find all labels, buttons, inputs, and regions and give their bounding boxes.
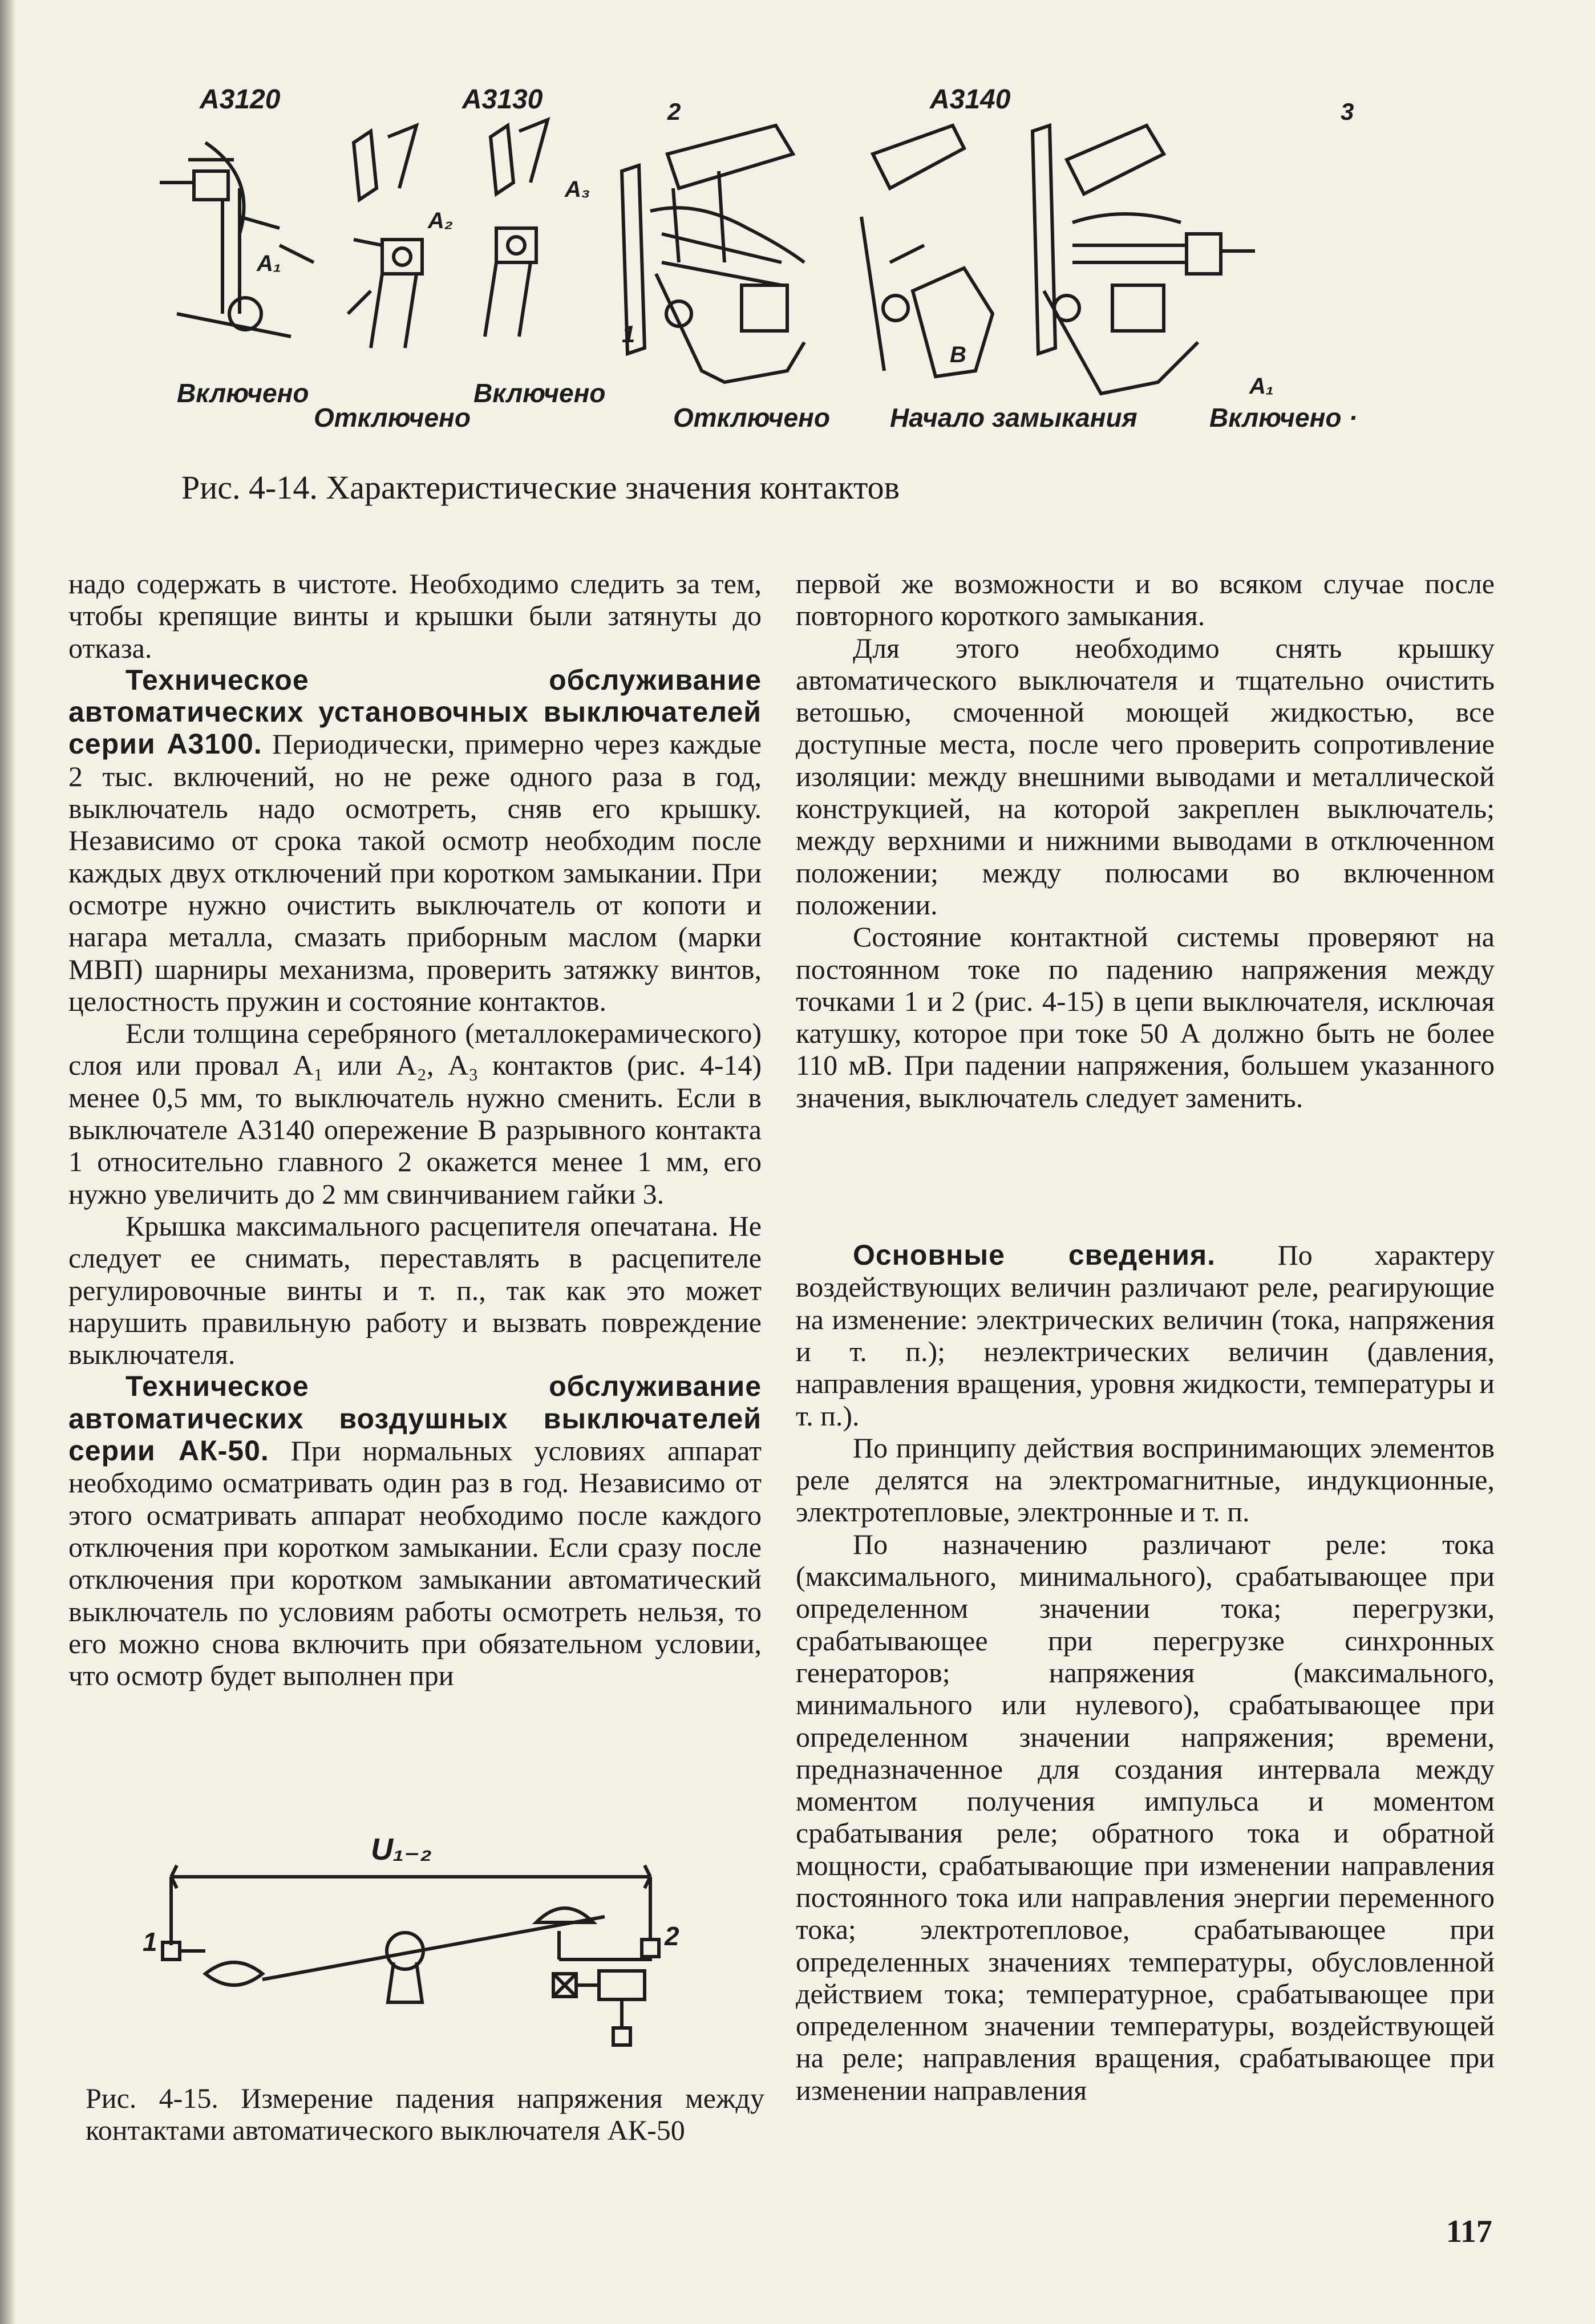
measurement-point-2: 2 bbox=[665, 1921, 679, 1951]
left-para-2: Техническое обслуживание автоматических установочных выключателей серии А3100. Периодически, примерно через каждые 2 тыс. включений, но не реже одного раза в год, выключатель надо осмотреть, сняв его крышку. Независимо от срока такой осмотр необходим после каждых двух отключений при коротком замыкании. При осмотре нужно очистить выключатель от копоти и нагара металла, смазать приборным маслом (марки МВП) шарниры механизма, проверить затяжку винтов, целостность пружин и состояние контактов. bbox=[68, 663, 762, 1017]
gap-label-a1-right: А₁ bbox=[1249, 374, 1274, 399]
scan-edge-shadow bbox=[0, 0, 16, 2324]
model-label-a3130: А3130 bbox=[462, 84, 543, 115]
model-label-a3120: А3120 bbox=[200, 84, 281, 115]
state-label-off-1: Отключено bbox=[314, 403, 471, 432]
right-para-4: Основные сведения. По характеру воздействующих величин различают реле, реагирующие на изменение: электрических величин (тока, напряжения и т. п.); неэлектрических величин (давления, направления вращения, уровня жидкости, температуры и т. п.). bbox=[796, 1239, 1495, 1432]
gap-label-a2: А₂ bbox=[428, 208, 454, 233]
measurement-point-1: 1 bbox=[143, 1927, 157, 1957]
state-label-closing: Начало замыкания bbox=[890, 403, 1137, 432]
right-column bbox=[796, 568, 1495, 2106]
callout-3: 3 bbox=[1341, 98, 1354, 125]
contacts-drawing bbox=[154, 74, 1386, 451]
figure-4-14 bbox=[154, 74, 1386, 451]
right-para-1: первой же возможности и во всяком случае после повторного короткого замыкания. bbox=[796, 568, 1495, 632]
gap-label-a3: А₃ bbox=[565, 177, 590, 202]
state-label-on-2: Включено bbox=[473, 378, 606, 408]
figure-4-14-caption: Рис. 4-14. Характеристические значения контактов bbox=[181, 469, 900, 506]
right-para-3: Состояние контактной системы проверяют на постоянном токе по падению напряжения между точками 1 и 2 (рис. 4-15) в цепи выключателя, исключая катушку, которое при токе 50 А должно быть не более 110 мВ. При падении напряжения, большем указанного значения, выключатель следует заменить. bbox=[796, 921, 1495, 1114]
figure-4-15 bbox=[126, 1808, 696, 2048]
right-para-6: По назначению различают реле: тока (максимального, минимального), срабатывающее при определенном значении тока; перегрузки, срабатывающее при перегрузке синхронных генераторов; напряжения (максимального, минимального или нулевого), срабатывающее при определенном значении напряжения; времени, предназначенное для создания интервала между моментом получения импульса и моментом срабатывания реле; обратного тока и обратной мощности, срабатывающие при изменении направления постоянного тока или направления энергии переменного тока; электротепловое, срабатывающее при определенных значениях температуры, обусловленной действием тока; температурное, срабатывающее при определенном значении температуры, воздействующей на реле; направления вращения, срабатывающее при изменении направления bbox=[796, 1528, 1495, 2106]
figure-4-15-caption: Рис. 4-15. Измерение падения напряжения между контактами автоматического выключателя АК-50 bbox=[86, 2082, 764, 2146]
gap-label-b: В bbox=[950, 342, 966, 367]
left-para-4: Крышка максимального расцепителя опечатана. Не следует ее снимать, переставлять в расцепителе регулировочные винты и т. п., так как это может нарушить правильную работу и вызвать повреждение выключателя. bbox=[68, 1209, 762, 1371]
state-label-on-1: Включено bbox=[177, 378, 309, 408]
section-gap bbox=[796, 1114, 1495, 1239]
callout-2: 2 bbox=[667, 98, 681, 125]
state-label-on-3: Включено · bbox=[1209, 403, 1358, 432]
left-column bbox=[68, 568, 762, 1691]
callout-1: 1 bbox=[622, 321, 635, 347]
section-heading-ak50: Техническое обслуживание автоматических воздушных выключателей серии АК-50. bbox=[68, 1370, 762, 1467]
right-para-2: Для этого необходимо снять крышку автоматического выключателя и тщательно очистить ветошью, смоченной моющей жидкостью, все доступные места, после чего проверить сопротивление изоляции: между внешними выводами и металлической конструкцией, на которой закреплен выключатель; между верхними и нижними выводами в отключенном положении; между полюсами во включенном положении. bbox=[796, 631, 1495, 921]
section-heading-a3100: Техническое обслуживание автоматических установочных выключателей серии А3100. bbox=[68, 663, 762, 760]
left-para-3: Если толщина серебряного (металлокерамического) слоя или провал А₁ или А₂, А₃ контактов (рис. 4-14) менее 0,5 мм, то выключатель нужно сменить. Если в выключателе А3140 опережение В разрывного контакта 1 относительно главного 2 окажется менее 1 мм, его нужно увеличить до 2 мм свинчиванием гайки 3. bbox=[68, 1017, 762, 1210]
gap-label-a1: А₁ bbox=[257, 251, 281, 276]
state-label-off-2: Отключено bbox=[673, 403, 830, 432]
left-para-1: надо содержать в чистоте. Необходимо следить за тем, чтобы крепящие винты и крышки были затянуты до отказа. bbox=[68, 568, 762, 664]
right-para-5: По принципу действия воспринимающих элементов реле делятся на электромагнитные, индукционные, электротепловые, электронные и т. п. bbox=[796, 1431, 1495, 1528]
left-para-5: Техническое обслуживание автоматических воздушных выключателей серии АК-50. При нормальных условиях аппарат необходимо осматривать один раз в год. Независимо от этого осматривать аппарат необходимо после каждого отключения при коротком замыкании. Если сразу после отключения при коротком замыкании автоматический выключатель по условиям работы осмотреть нельзя, то его можно снова включить при обязательном условии, что осмотр будет выполнен при bbox=[68, 1370, 762, 1692]
page-number: 117 bbox=[1446, 2214, 1492, 2249]
voltage-label-u12: U₁₋₂ bbox=[371, 1832, 432, 1867]
model-label-a3140: А3140 bbox=[930, 84, 1011, 115]
section-heading-basics: Основные сведения. bbox=[853, 1239, 1216, 1272]
measurement-circuit-drawing bbox=[126, 1808, 696, 2048]
